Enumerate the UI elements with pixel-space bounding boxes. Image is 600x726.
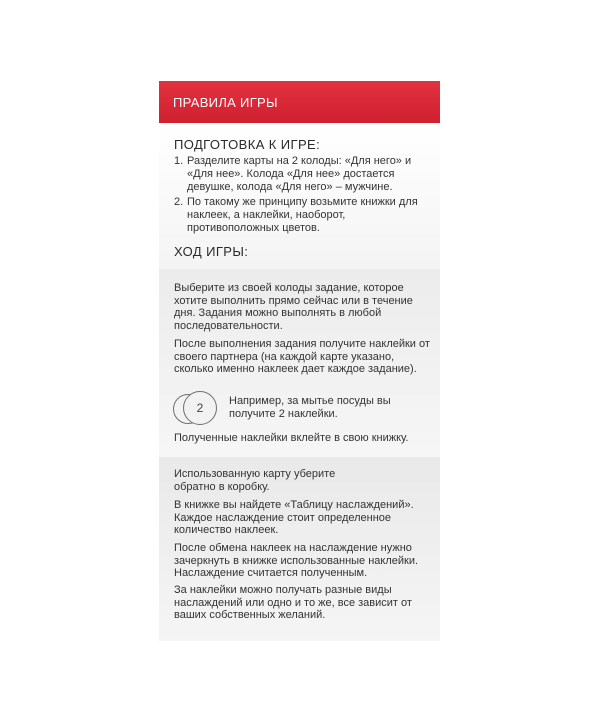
step-number: 2. <box>174 196 184 208</box>
gameplay-paragraph-1: Выберите из своей колоды задание, которое хотите выполнить прямо сейчас или в течение дня. Задания можно выполнять в любой последовательности. <box>174 282 413 332</box>
preparation-step-2 <box>174 196 436 236</box>
example-text: Например, за мытье посуды вы получите 2 наклейки. <box>229 395 391 420</box>
after-paragraph-3: После обмена наклеек на наслаждение нужно зачеркнуть в книжке использованные наклейки. Наслаждение считается полученным. <box>174 542 419 579</box>
step-text: По такому же принципу возьмите книжки для наклеек, а наклейки, наоборот, противоположных цветов. <box>187 196 418 234</box>
sticker-count-icon <box>183 391 217 425</box>
step-text: Разделите карты на 2 колоды: «Для него» и «Для нее». Колода «Для нее» достается девушке, колода «Для него» – мужчине. <box>187 155 412 193</box>
preparation-heading: ПОДГОТОВКА К ИГРЕ: <box>174 137 321 152</box>
gameplay-closing: Полученные наклейки вклейте в свою книжку. <box>174 432 409 444</box>
after-paragraph-4: За наклейки можно получать разные виды наслаждений или одно и то же, все зависит от ваших собственных желаний. <box>174 584 412 621</box>
gameplay-heading: ХОД ИГРЫ: <box>174 244 249 259</box>
after-paragraph-1: Использованную карту уберите обратно в коробку. <box>174 468 336 493</box>
rules-card <box>159 81 440 641</box>
preparation-step-1 <box>174 155 436 195</box>
after-paragraph-2: В книжке вы найдете «Таблицу наслаждений». Каждое наслаждение стоит определенное количество наклеек. <box>174 499 414 536</box>
rules-title: ПРАВИЛА ИГРЫ <box>173 95 278 110</box>
stickers-count-illustration <box>173 391 221 427</box>
sticker-count: 2 <box>196 401 204 415</box>
step-number: 1. <box>174 155 184 167</box>
rules-header <box>159 81 440 123</box>
gameplay-paragraph-2: После выполнения задания получите наклейки от своего партнера (на каждой карте указано, сколько именно наклеек дает каждое задание). <box>174 338 430 375</box>
